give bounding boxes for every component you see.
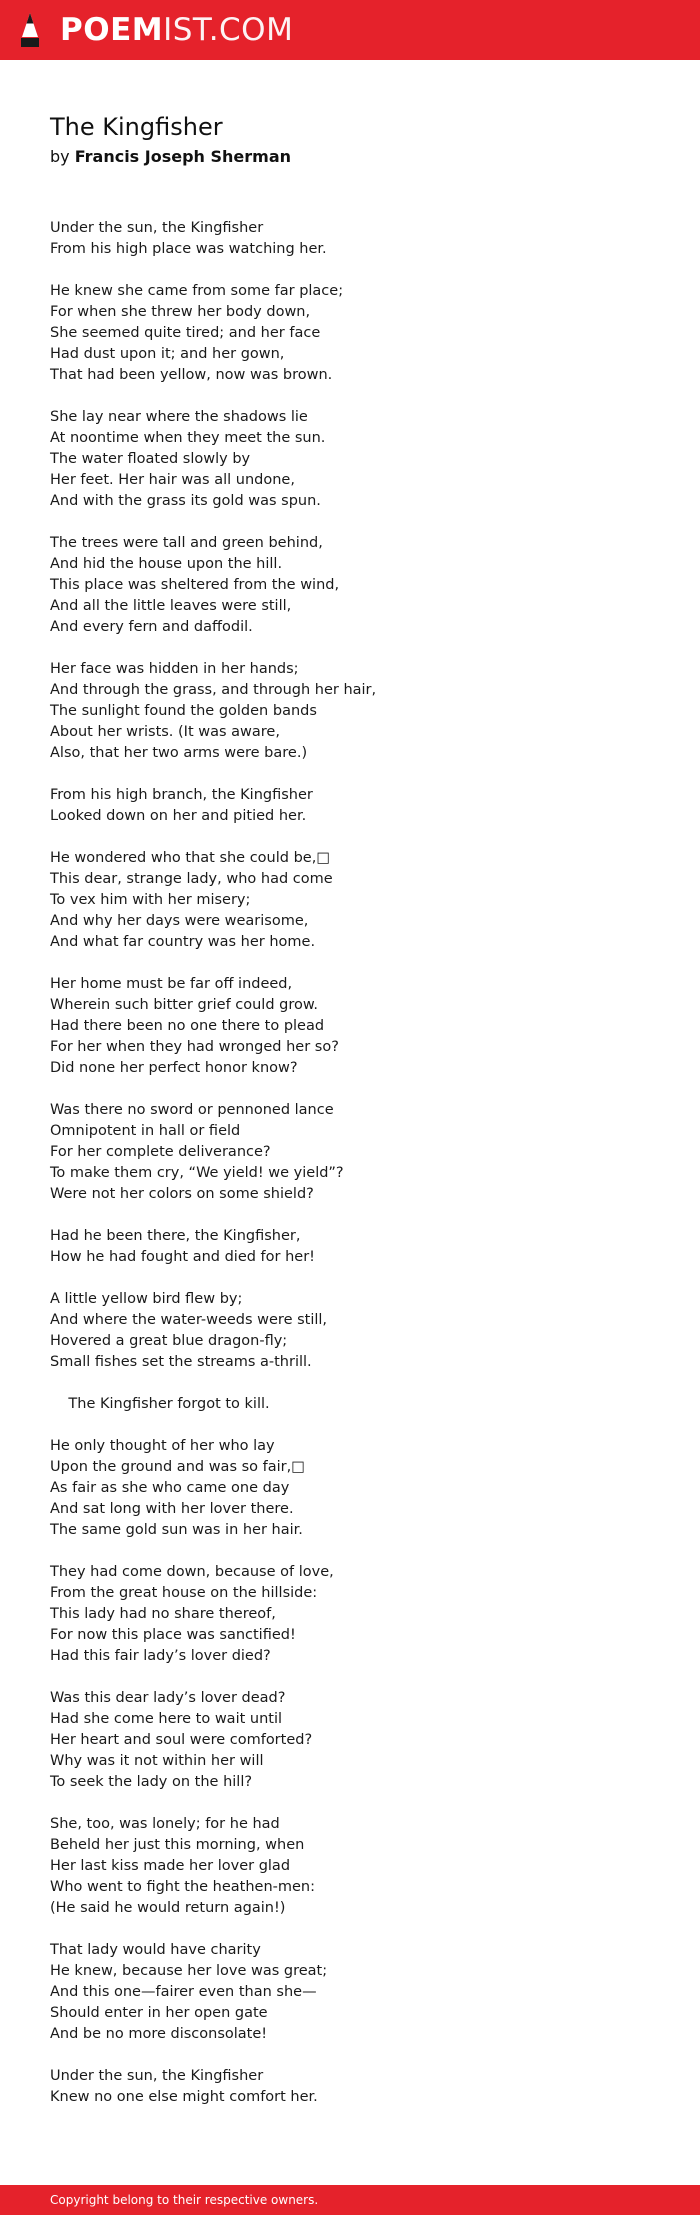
poem-stanza [50, 1940, 650, 2045]
poem-stanza [50, 2066, 650, 2108]
poem-stanza [50, 1814, 650, 1919]
poem-line: He knew she came from some far place; [50, 283, 344, 299]
poem-line: From the great house on the hillside: [50, 1585, 318, 1601]
poem-line: And why her days were wearisome, [50, 913, 309, 929]
poem-line: Were not her colors on some shield? [50, 1186, 314, 1202]
poem-line: This place was sheltered from the wind, [50, 577, 340, 593]
poem-stanza [50, 1100, 650, 1205]
poem-line: Did none her perfect honor know? [50, 1060, 298, 1076]
poem-line: Her face was hidden in her hands; [50, 661, 299, 677]
site-brand [60, 10, 293, 50]
poem-stanza [50, 1436, 650, 1541]
poem-line: (He said he would return again!) [50, 1900, 286, 1916]
poem-stanza [50, 1562, 650, 1667]
poem-line: How he had fought and died for her! [50, 1249, 315, 1265]
poem-line: Had there been no one there to plead [50, 1018, 325, 1034]
poem-line: To seek the lady on the hill? [50, 1774, 253, 1790]
poem-line: This lady had no share thereof, [50, 1606, 276, 1622]
poem-line: Under the sun, the Kingfisher [50, 2068, 264, 2084]
poem-line: That lady would have charity [50, 1942, 261, 1958]
poem-line: Small fishes set the streams a-thrill. [50, 1354, 312, 1370]
poem-line: And all the little leaves were still, [50, 598, 292, 614]
poem-stanza [50, 659, 650, 764]
poem-content [50, 112, 650, 2129]
poem-line: As fair as she who came one day [50, 1480, 290, 1496]
poem-line: Upon the ground and was so fair,□ [50, 1459, 305, 1475]
poem-line: Her feet. Her hair was all undone, [50, 472, 295, 488]
poem-line: They had come down, because of love, [50, 1564, 334, 1580]
poem-stanza [50, 974, 650, 1079]
poem-line: This dear, strange lady, who had come [50, 871, 333, 887]
poem-line: Her heart and soul were comforted? [50, 1732, 313, 1748]
poem-line: He knew, because her love was great; [50, 1963, 328, 1979]
poem-line: Was there no sword or pennoned lance [50, 1102, 334, 1118]
poem-stanza [50, 785, 650, 827]
poem-line: He only thought of her who lay [50, 1438, 275, 1454]
pencil-icon [18, 10, 42, 50]
poem-line: She seemed quite tired; and her face [50, 325, 321, 341]
poem-line: Had he been there, the Kingfisher, [50, 1228, 301, 1244]
poem-line: And where the water-weeds were still, [50, 1312, 328, 1328]
poem-stanza [50, 1226, 650, 1268]
poem-line: The sunlight found the golden bands [50, 703, 317, 719]
poem-line: For her when they had wronged her so? [50, 1039, 339, 1055]
poem-line: And what far country was her home. [50, 934, 316, 950]
poem-line: At noontime when they meet the sun. [50, 430, 326, 446]
poem-line: The Kingfisher forgot to kill. [50, 1396, 270, 1412]
poem-line: Omnipotent in hall or field [50, 1123, 241, 1139]
poem-line: And hid the house upon the hill. [50, 556, 283, 572]
poem-line: For her complete deliverance? [50, 1144, 271, 1160]
poem-line: She, too, was lonely; for he had [50, 1816, 280, 1832]
poem-line: Who went to fight the heathen-men: [50, 1879, 316, 1895]
poem-line: Beheld her just this morning, when [50, 1837, 305, 1853]
site-footer [0, 2185, 700, 2215]
poem-line: To vex him with her misery; [50, 892, 251, 908]
byline-prefix: by [50, 147, 70, 166]
poem-title: The Kingfisher [50, 113, 223, 141]
poem-line: Looked down on her and pitied her. [50, 808, 307, 824]
poem-line: For when she threw her body down, [50, 304, 311, 320]
poem-line: The same gold sun was in her hair. [50, 1522, 303, 1538]
site-logo-link[interactable] [18, 10, 293, 50]
poem-line: She lay near where the shadows lie [50, 409, 308, 425]
poem-line: And with the grass its gold was spun. [50, 493, 321, 509]
poem-line: Hovered a great blue dragon-fly; [50, 1333, 288, 1349]
poem-line: The water floated slowly by [50, 451, 251, 467]
poem-line: He wondered who that she could be,□ [50, 850, 331, 866]
poem-body [50, 218, 650, 2108]
poem-stanza [50, 1394, 650, 1415]
poem-line: Why was it not within her will [50, 1753, 264, 1769]
poem-stanza [50, 533, 650, 638]
copyright-text: Copyright belong to their respective owners. [50, 2193, 319, 2207]
brand-bold: POEM [60, 12, 164, 48]
poem-line: That had been yellow, now was brown. [50, 367, 333, 383]
poem-line: And be no more disconsolate! [50, 2026, 268, 2042]
poem-line: And every fern and daffodil. [50, 619, 253, 635]
poem-line: And sat long with her lover there. [50, 1501, 294, 1517]
poem-line: Was this dear lady’s lover dead? [50, 1690, 286, 1706]
poem-stanza [50, 407, 650, 512]
site-header [0, 0, 700, 60]
poem-line: To make them cry, “We yield! we yield”? [50, 1165, 344, 1181]
poem-line: Knew no one else might comfort her. [50, 2089, 318, 2105]
poem-line: Had dust upon it; and her gown, [50, 346, 285, 362]
poem-line: And this one—fairer even than she— [50, 1984, 317, 2000]
poem-line: Her home must be far off indeed, [50, 976, 293, 992]
poem-line: Also, that her two arms were bare.) [50, 745, 308, 761]
poem-stanza [50, 1289, 650, 1373]
poem-line: From his high place was watching her. [50, 241, 327, 257]
poem-line: And through the grass, and through her hair, [50, 682, 377, 698]
poem-line: Had this fair lady’s lover died? [50, 1648, 271, 1664]
poem-stanza [50, 848, 650, 953]
poem-byline [50, 146, 650, 168]
poem-line: About her wrists. (It was aware, [50, 724, 280, 740]
poem-line: A little yellow bird flew by; [50, 1291, 243, 1307]
author-link[interactable]: Francis Joseph Sherman [74, 147, 292, 166]
poem-stanza [50, 1688, 650, 1793]
poem-line: Should enter in her open gate [50, 2005, 268, 2021]
brand-light: IST.COM [163, 12, 294, 48]
poem-line: Her last kiss made her lover glad [50, 1858, 291, 1874]
poem-stanza [50, 281, 650, 386]
poem-stanza [50, 218, 650, 260]
poem-line: Wherein such bitter grief could grow. [50, 997, 319, 1013]
poem-line: From his high branch, the Kingfisher [50, 787, 313, 803]
poem-line: For now this place was sanctified! [50, 1627, 296, 1643]
poem-line: Had she come here to wait until [50, 1711, 283, 1727]
poem-line: The trees were tall and green behind, [50, 535, 323, 551]
poem-line: Under the sun, the Kingfisher [50, 220, 264, 236]
